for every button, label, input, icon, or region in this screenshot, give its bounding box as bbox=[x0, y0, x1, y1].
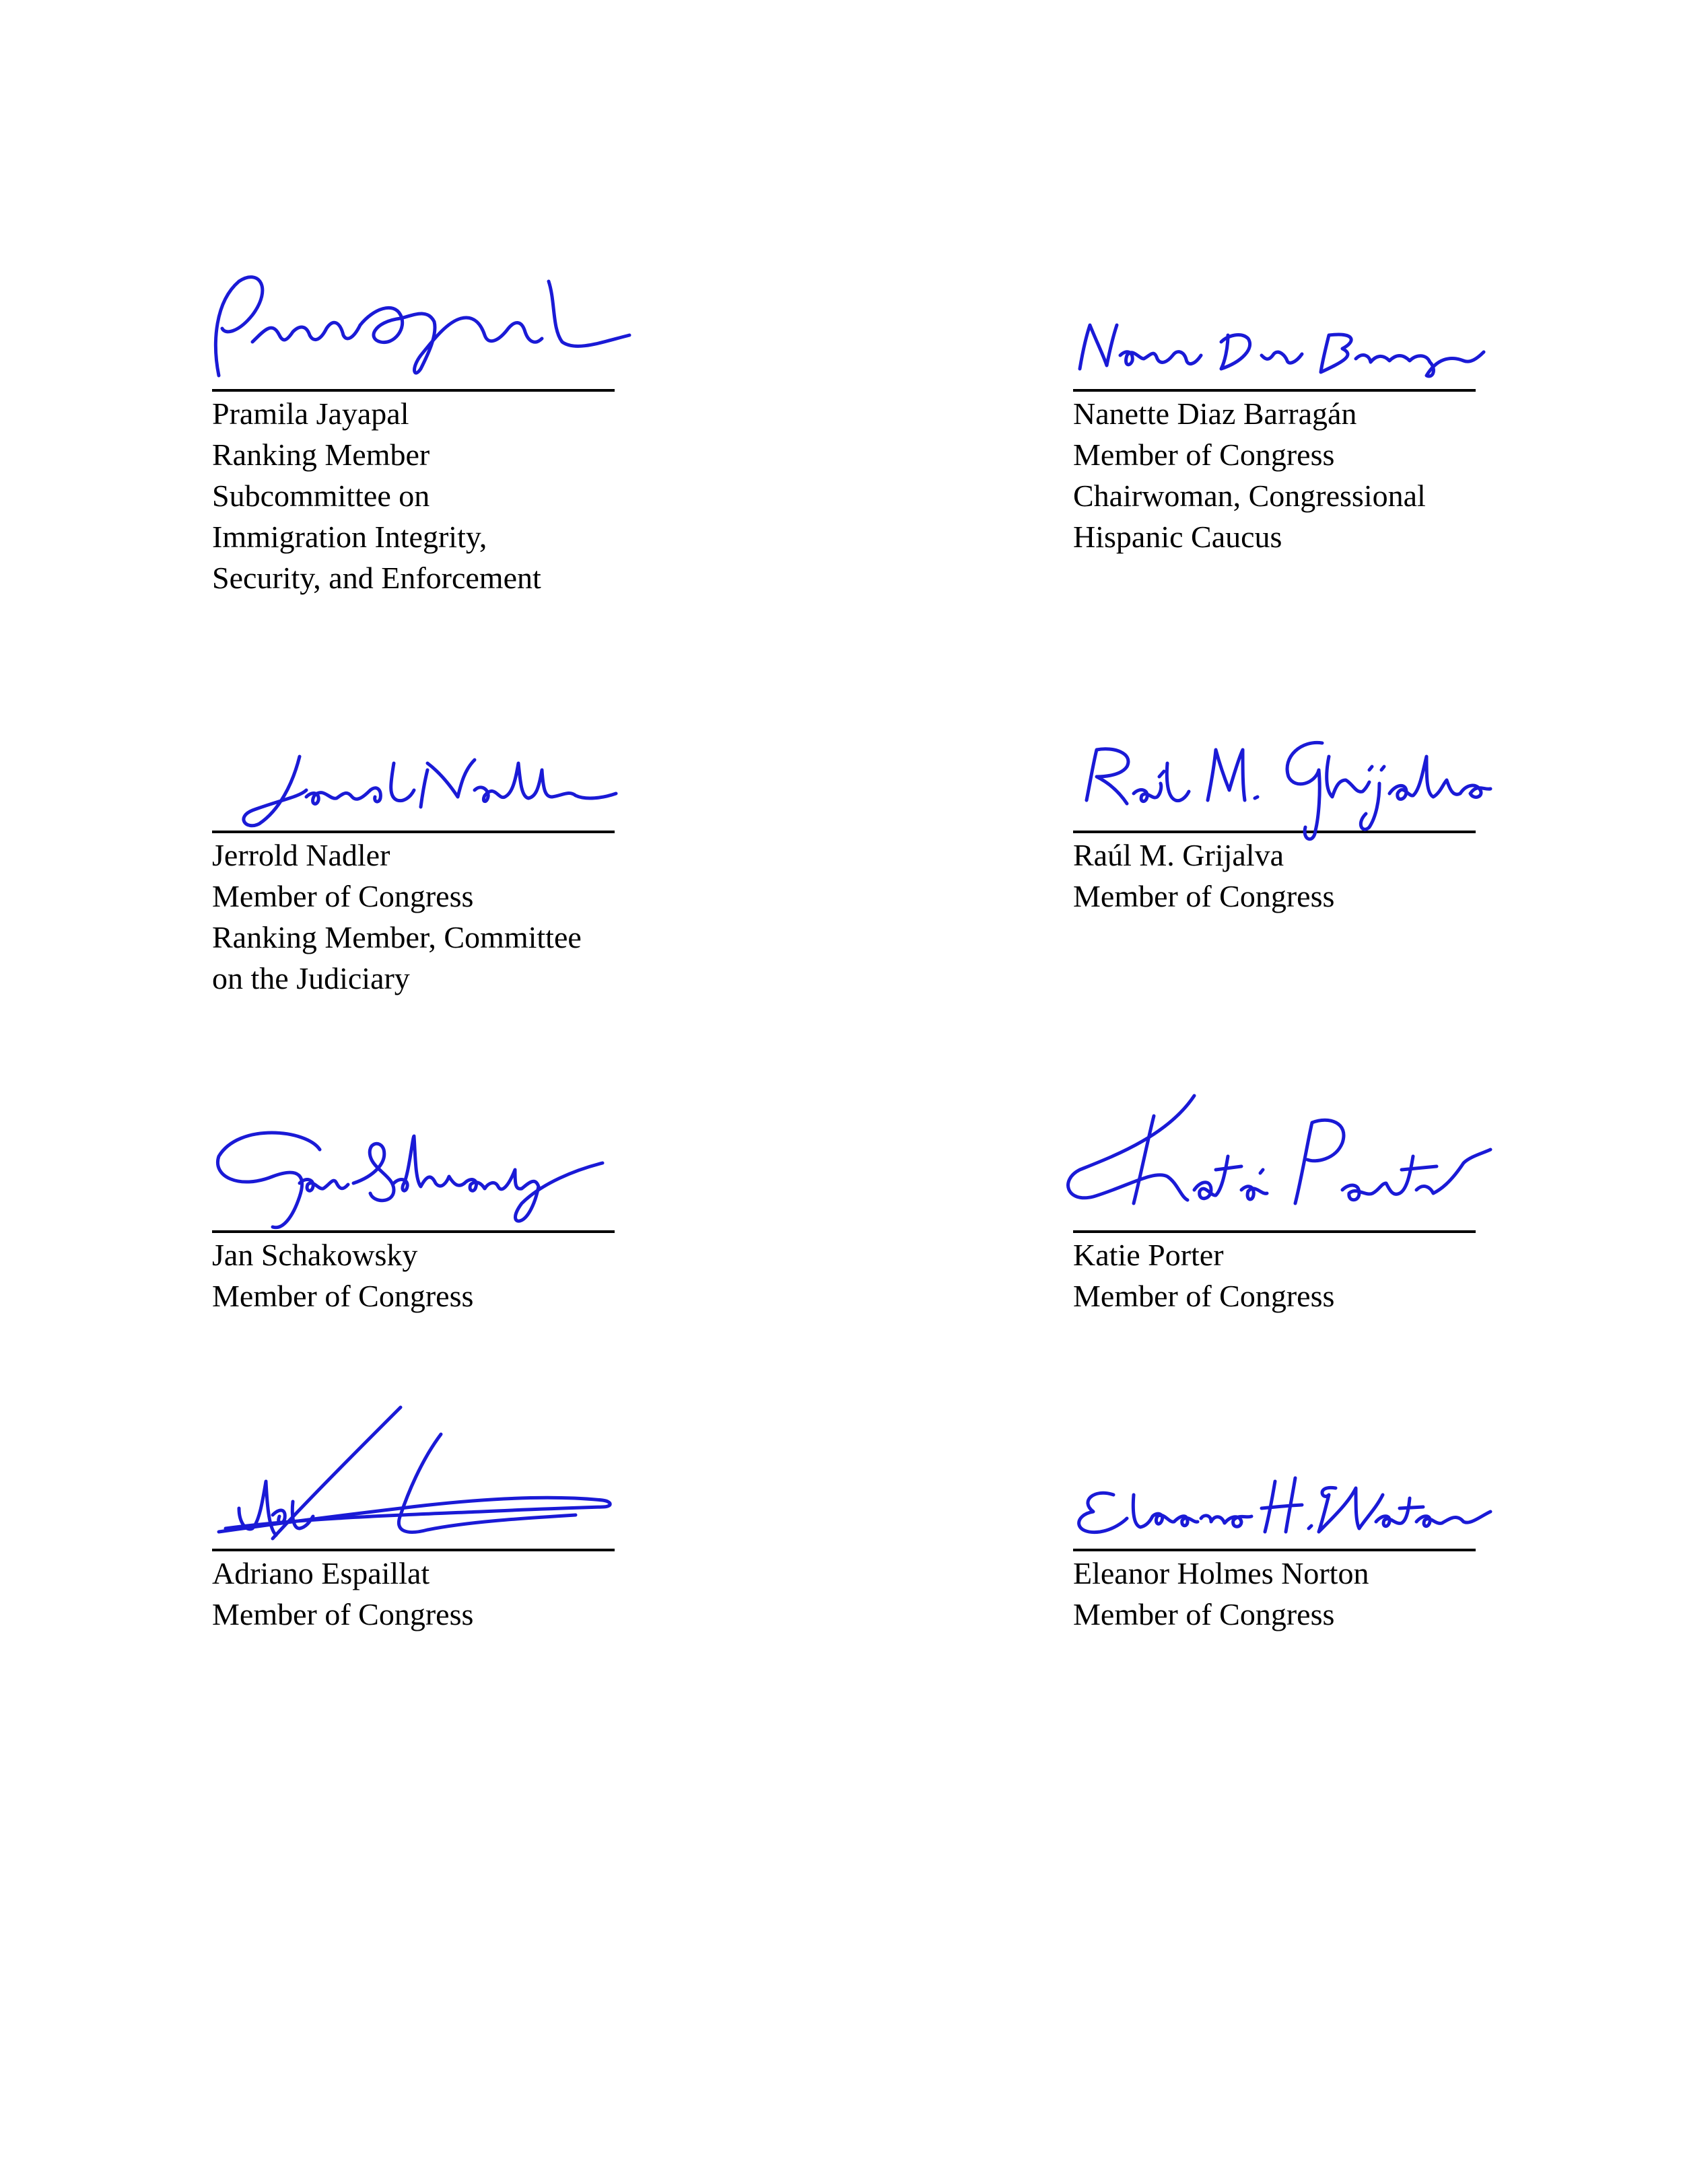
signature-line bbox=[212, 389, 615, 392]
signatory-name: Eleanor Holmes Norton bbox=[1073, 1556, 1369, 1590]
signatory-name: Jan Schakowsky bbox=[212, 1238, 418, 1272]
signatory-title-line: Member of Congress bbox=[1073, 1279, 1335, 1313]
signature-block-barragan bbox=[1073, 254, 1476, 557]
signatory-name: Jerrold Nadler bbox=[212, 838, 390, 872]
signature-block-grijalva bbox=[1073, 696, 1476, 917]
signatory-title-line: Member of Congress bbox=[1073, 1597, 1335, 1631]
signature-line bbox=[212, 1230, 615, 1233]
signature-block-porter bbox=[1073, 1096, 1476, 1316]
signature-block-jayapal bbox=[212, 254, 615, 598]
signatory-title-line: Immigration Integrity, bbox=[212, 520, 487, 554]
handwritten-signature-jayapal bbox=[199, 241, 629, 389]
signature-line bbox=[1073, 831, 1476, 833]
signatory-name: Adriano Espaillat bbox=[212, 1556, 430, 1590]
signature-line bbox=[212, 831, 615, 833]
signature-line bbox=[1073, 389, 1476, 392]
signatory-title-line: Ranking Member, Committee bbox=[212, 920, 582, 954]
handwritten-signature-grijalva bbox=[1060, 682, 1490, 831]
handwritten-signature-porter bbox=[1060, 1082, 1490, 1230]
signatory-name: Katie Porter bbox=[1073, 1238, 1224, 1272]
signatory-title-line: Member of Congress bbox=[212, 1597, 474, 1631]
signature-line bbox=[1073, 1230, 1476, 1233]
signature-line bbox=[212, 1549, 615, 1551]
signatory-name: Pramila Jayapal bbox=[212, 396, 409, 431]
signature-line bbox=[1073, 1549, 1476, 1551]
handwritten-signature-schakowsky bbox=[199, 1082, 629, 1230]
signatory-title-line: Member of Congress bbox=[212, 879, 474, 913]
signatory-title-line: Member of Congress bbox=[212, 1279, 474, 1313]
signatory-title-line: on the Judiciary bbox=[212, 961, 410, 995]
signatory-title-line: Hispanic Caucus bbox=[1073, 520, 1282, 554]
signature-block-espaillat bbox=[212, 1414, 615, 1635]
signature-block-norton bbox=[1073, 1414, 1476, 1635]
signatory-title-line: Member of Congress bbox=[1073, 879, 1335, 913]
signatory-name: Raúl M. Grijalva bbox=[1073, 838, 1284, 872]
signatory-title-line: Member of Congress bbox=[1073, 437, 1335, 472]
signatory-title-line: Subcommittee on bbox=[212, 479, 430, 513]
signature-block-schakowsky bbox=[212, 1096, 615, 1316]
handwritten-signature-norton bbox=[1060, 1401, 1490, 1549]
signatory-title-line: Chairwoman, Congressional bbox=[1073, 479, 1426, 513]
signature-block-nadler bbox=[212, 696, 615, 999]
signatory-title-line: Security, and Enforcement bbox=[212, 561, 541, 595]
signatory-name: Nanette Diaz Barragán bbox=[1073, 396, 1357, 431]
signatory-title-line: Ranking Member bbox=[212, 437, 430, 472]
handwritten-signature-barragan bbox=[1060, 241, 1490, 389]
handwritten-signature-nadler bbox=[199, 682, 629, 831]
handwritten-signature-espaillat bbox=[199, 1401, 629, 1549]
